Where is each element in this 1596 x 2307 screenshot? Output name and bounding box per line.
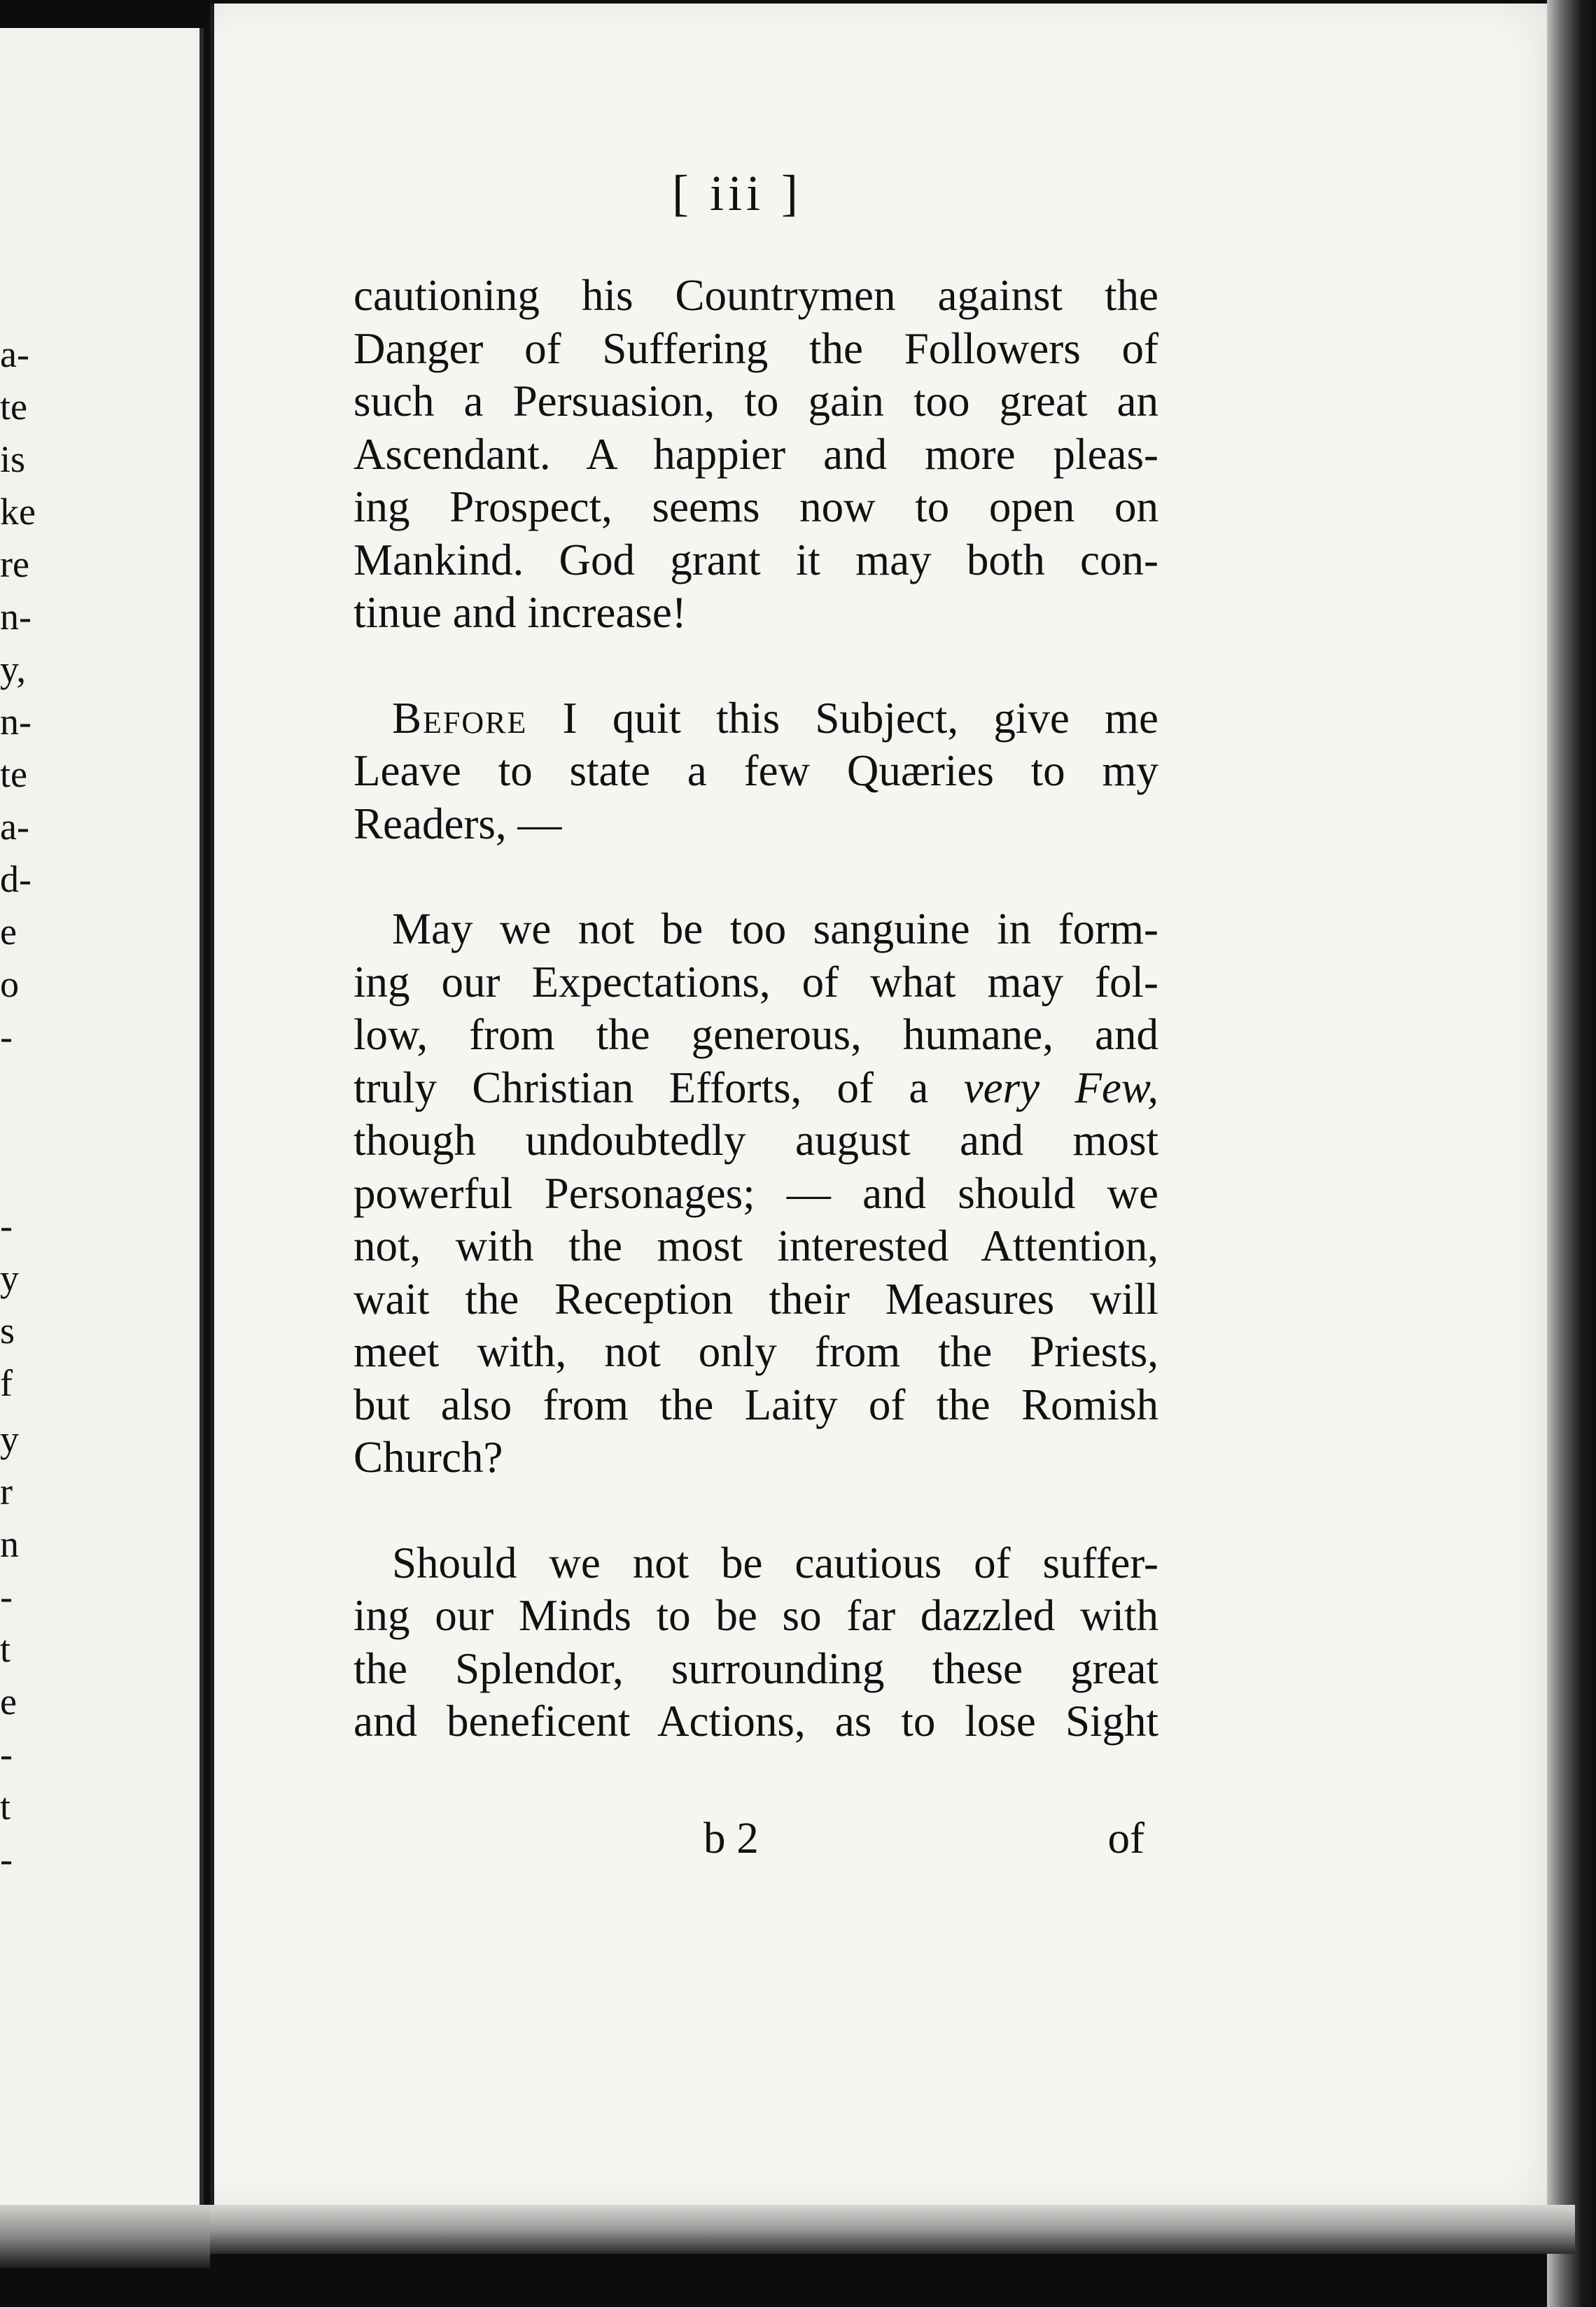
text-line: May we not be too sanguine in form- xyxy=(392,904,1158,953)
catchword: of xyxy=(1107,1814,1144,1863)
text-line: though undoubtedly august and most xyxy=(354,1116,1158,1165)
text-line: Church? xyxy=(354,1433,503,1482)
text-line: but also from the Laity of the Romish xyxy=(354,1380,1158,1429)
text-line: Ascendant. A happier and more pleas- xyxy=(354,429,1158,479)
text-line: Danger of Suffering the Followers of xyxy=(354,323,1158,373)
text-line xyxy=(354,1062,1158,1115)
fragment: r xyxy=(0,1471,13,1513)
paragraph-4 xyxy=(354,1537,1158,1748)
fragment: ke xyxy=(0,491,36,533)
fragment: t xyxy=(0,1628,11,1670)
fragment: s xyxy=(0,1310,15,1352)
previous-page-bottom-edge xyxy=(0,2205,210,2268)
text-line: ing our Minds to be so far dazzled with xyxy=(354,1591,1158,1640)
text-line: the Splendor, surrounding these great xyxy=(354,1643,1158,1693)
fragment: re xyxy=(0,543,29,585)
paragraph-3 xyxy=(354,903,1158,1485)
fragment: n- xyxy=(0,701,31,743)
text-line: cautioning his Countrymen against the xyxy=(354,271,1158,320)
text-line: ing Prospect, seems now to open on xyxy=(354,482,1158,531)
fragment: e xyxy=(0,1681,17,1723)
fragment: f xyxy=(0,1362,13,1404)
fragment: y xyxy=(0,1418,19,1460)
text-line: tinue and increase! xyxy=(354,588,687,637)
fragment: - xyxy=(0,1838,13,1880)
page-bottom-edge xyxy=(203,2205,1575,2254)
fragment: n- xyxy=(0,596,31,638)
page-number-header: [ iii ] xyxy=(672,165,802,221)
line-rest: I quit this Subject, give me xyxy=(527,693,1158,743)
fragment: te xyxy=(0,753,27,795)
fragment: y xyxy=(0,1257,19,1299)
signature-mark: b 2 xyxy=(704,1814,759,1863)
text-line: meet with, not only from the Priests, xyxy=(354,1327,1158,1376)
fragment: o xyxy=(0,963,19,1005)
fragment: - xyxy=(0,1016,13,1058)
fragment: a- xyxy=(0,806,29,848)
fragment: n xyxy=(0,1523,19,1565)
text-line: wait the Reception their Measures will xyxy=(354,1274,1158,1324)
text-line: Mankind. God grant it may both con- xyxy=(354,535,1158,584)
fragment: y, xyxy=(0,648,26,690)
paragraph-1 xyxy=(354,269,1158,640)
body-text xyxy=(354,269,1158,1801)
text-line: powerful Personages; — and should we xyxy=(354,1168,1158,1218)
fragment: te xyxy=(0,386,27,428)
previous-page-text-fragments xyxy=(0,28,200,2205)
text-line: low, from the generous, humane, and xyxy=(354,1010,1158,1059)
text-line: Should we not be cautious of suffer- xyxy=(392,1538,1158,1587)
text-line: Leave to state a few Quæries to my xyxy=(354,746,1158,795)
small-caps-lead: Before xyxy=(392,693,528,743)
previous-page-edge xyxy=(0,28,204,2205)
fragment: - xyxy=(0,1733,13,1775)
line-start: truly Christian Efforts, of a xyxy=(354,1063,964,1112)
paragraph-2 xyxy=(354,692,1158,851)
fragment: is xyxy=(0,438,26,480)
text-line xyxy=(354,692,1158,745)
text-line: ing our Expectations, of what may fol- xyxy=(354,957,1158,1007)
text-line: not, with the most interested Attention, xyxy=(354,1221,1158,1270)
fragment: t xyxy=(0,1786,11,1828)
fragment: - xyxy=(0,1576,13,1618)
text-line: and beneficent Actions, as to lose Sight xyxy=(354,1697,1158,1746)
fragment: - xyxy=(0,1205,13,1247)
italic-phrase: very Few, xyxy=(963,1063,1158,1112)
text-line: such a Persuasion, to gain too great an xyxy=(354,377,1158,426)
fragment: a- xyxy=(0,333,29,375)
fragment: d- xyxy=(0,858,31,900)
text-line: Readers, — xyxy=(354,799,562,848)
fragment: e xyxy=(0,911,17,953)
page-fore-edge xyxy=(1547,0,1596,2307)
